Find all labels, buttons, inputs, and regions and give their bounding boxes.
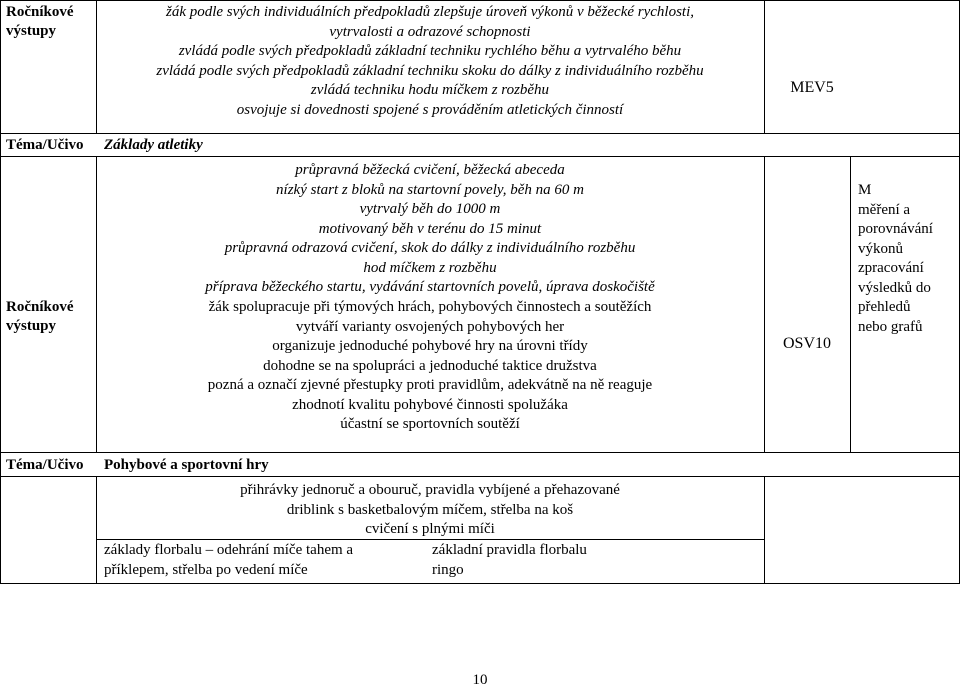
outcome-line: organizuje jednoduché pohybové hry na úrovni třídy bbox=[272, 338, 588, 354]
topic1-title: Základy atletiky bbox=[104, 137, 203, 153]
section3-right-note bbox=[432, 541, 752, 580]
outcome-line: dohodne se na spolupráci a jednoduché taktice družstva bbox=[263, 357, 597, 374]
note-line: základní pravidla florbalu bbox=[432, 542, 587, 558]
outcome-line: žák spolupracuje při týmových hrách, pohybových činnostech a soutěžích bbox=[208, 299, 652, 315]
code-column-divider-2 bbox=[764, 156, 765, 453]
content-line: průpravná běžecká cvičení, běžecká abeceda bbox=[295, 162, 565, 178]
section1-label-line1: Ročníkové bbox=[6, 4, 74, 20]
side-note-line: zpracování bbox=[858, 260, 924, 276]
table-border-top bbox=[0, 0, 960, 1]
outcome-line: zvládá podle svých předpokladů základní techniku skoku do dálky z individuálního rozběhu bbox=[156, 62, 704, 79]
note-line: ringo bbox=[432, 561, 464, 578]
table-border-topic2 bbox=[0, 452, 960, 453]
section2-label-line1: Ročníkové bbox=[6, 299, 74, 315]
content-line: motivovaný běh v terénu do 15 minut bbox=[318, 220, 542, 237]
content-line: příprava běžeckého startu, vydávání startovních povelů, úprava doskočiště bbox=[205, 279, 655, 295]
side-note-line: měření a bbox=[858, 201, 911, 218]
content-line: hod míčkem z rozběhu bbox=[363, 259, 497, 276]
outcome-line: zhodnotí kvalitu pohybové činnosti spolužáka bbox=[292, 396, 568, 413]
side-note-line: výkonů bbox=[858, 240, 903, 257]
topic1-label: Téma/Učivo bbox=[6, 137, 84, 153]
outcome-line: zvládá techniku hodu míčkem z rozběhu bbox=[310, 82, 550, 98]
outcome-line: vytrvalosti a odrazové schopnosti bbox=[329, 23, 531, 40]
table-border-section3 bbox=[0, 476, 960, 477]
side-note-line: přehledů bbox=[858, 299, 911, 315]
content-line: driblink s basketbalovým míčem, střelba na koš bbox=[286, 501, 574, 518]
outcome-line: žák podle svých individuálních předpokladů zlepšuje úroveň výkonů v běžecké rychlosti, bbox=[165, 4, 695, 20]
note-line: základy florbalu – odehrání míče tahem a bbox=[104, 542, 354, 558]
content-line: přihrávky jednoruč a obouruč, pravidla vybíjené a přehazované bbox=[240, 482, 620, 498]
content-line: cvičení s plnými míči bbox=[365, 521, 495, 537]
section2-code: OSV10 bbox=[782, 335, 831, 352]
table-border-topic1 bbox=[0, 133, 960, 134]
section2-label bbox=[6, 298, 74, 336]
side-note-line: M bbox=[858, 182, 872, 198]
outcome-line: zvládá podle svých předpokladů základní techniku rychlého běhu a vytrvalého běhu bbox=[178, 43, 682, 59]
section1-label-line2: výstupy bbox=[6, 23, 57, 39]
side-note-line: porovnávání bbox=[858, 221, 933, 237]
outcome-line: účastní se sportovních soutěží bbox=[340, 416, 520, 432]
topic2-label: Téma/Učivo bbox=[6, 457, 84, 473]
section1-code: MEV5 bbox=[790, 79, 834, 96]
page-number: 10 bbox=[472, 672, 488, 688]
note-line: příklepem, střelba po vedení míče bbox=[104, 561, 308, 578]
section1-outcomes bbox=[96, 3, 764, 120]
section3-contents bbox=[96, 481, 764, 540]
note-column-divider bbox=[850, 156, 851, 453]
topic2-title: Pohybové a sportovní hry bbox=[104, 457, 269, 473]
side-note-line: nebo grafů bbox=[858, 318, 923, 335]
section2-side-note bbox=[858, 181, 958, 337]
outcome-line: vytváří varianty osvojených pohybových her bbox=[295, 318, 565, 335]
table-border-section2 bbox=[0, 156, 960, 157]
content-line: vytrvalý běh do 1000 m bbox=[359, 201, 501, 217]
section2-outcomes bbox=[96, 298, 764, 435]
table-border-left bbox=[0, 0, 1, 584]
content-line: nízký start z bloků na startovní povely, běh na 60 m bbox=[276, 181, 584, 198]
content-line: průpravná odrazová cvičení, skok do dálky z individuálního rozběhu bbox=[224, 240, 636, 256]
code-column-divider-1 bbox=[764, 0, 765, 134]
outcome-line: osvojuje si dovednosti spojené s prováděním atletických činností bbox=[236, 101, 624, 118]
section3-left-note bbox=[104, 541, 424, 580]
outcome-line: pozná a označí zjevné přestupky proti pravidlům, adekvátně na ně reaguje bbox=[207, 377, 653, 393]
section1-label bbox=[6, 3, 74, 41]
side-note-line: výsledků do bbox=[858, 279, 931, 296]
section2-contents bbox=[96, 161, 764, 298]
code-column-divider-3 bbox=[764, 476, 765, 584]
section2-label-line2: výstupy bbox=[6, 318, 57, 334]
table-border-bottom bbox=[0, 583, 960, 584]
